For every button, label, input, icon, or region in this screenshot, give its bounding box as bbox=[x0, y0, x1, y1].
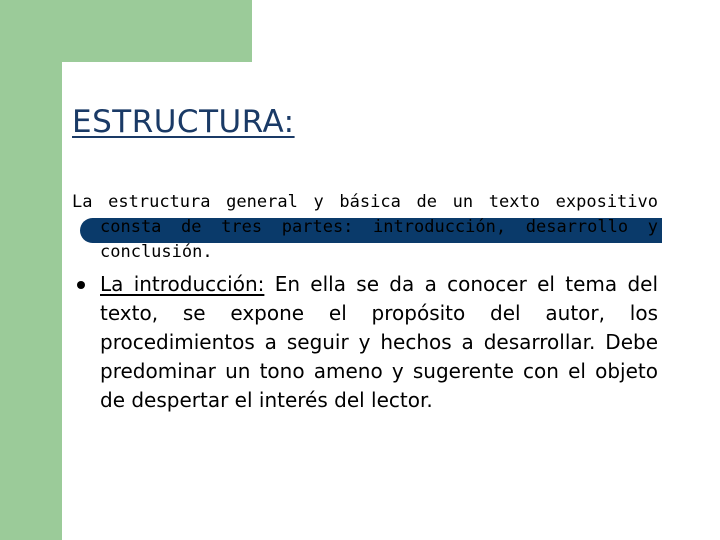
bullet-dot-icon bbox=[77, 281, 85, 289]
decorative-green-left-band bbox=[0, 0, 62, 540]
bullet-lead-term: La introducción: bbox=[100, 272, 265, 296]
slide-title: ESTRUCTURA: bbox=[72, 104, 295, 140]
bullet-body: En ella se da a conocer el tema del texto, se expone el propósito del autor, los procedimientos a seguir y hechos a desarrollar. Debe predominar un tono ameno y sugerente con el objeto de despertar el interés del lector. bbox=[100, 272, 659, 412]
intro-paragraph: La estructura general y básica de un texto expositivo consta de tres partes: introducción, desarrollo y conclusión. bbox=[72, 192, 658, 262]
bullet-text bbox=[100, 270, 658, 415]
